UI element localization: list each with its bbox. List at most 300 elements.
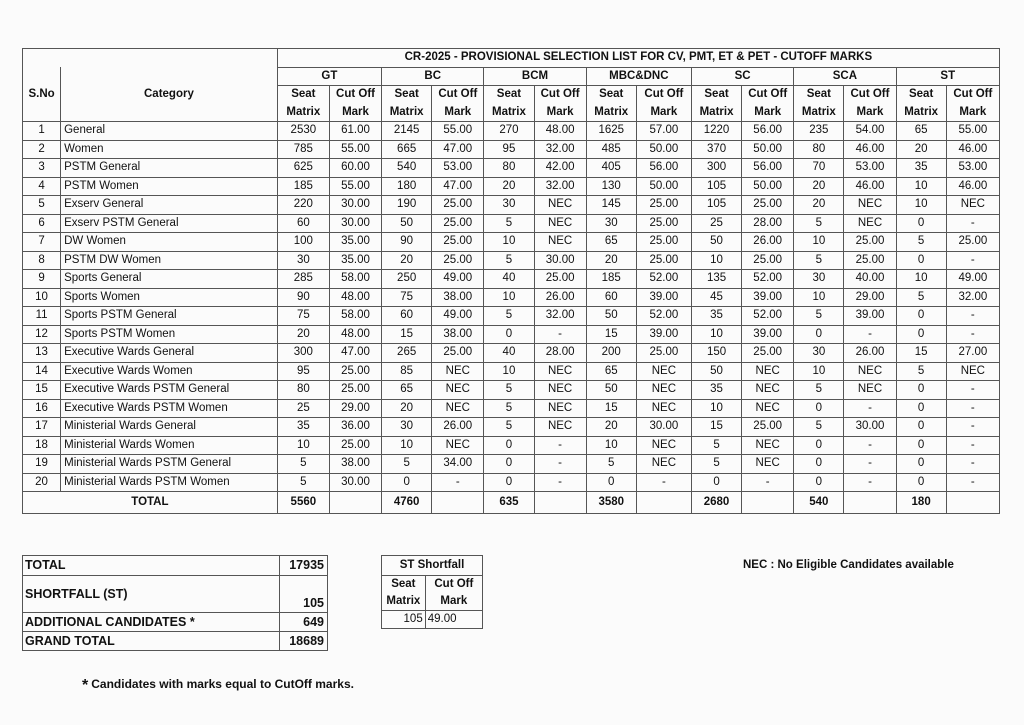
- cutoff-mark-cell: NEC: [534, 399, 586, 418]
- seat-matrix-cell: 20: [896, 140, 946, 159]
- summary-shortfall-label: SHORTFALL (ST): [23, 576, 280, 613]
- seat-matrix-cell: 15: [896, 344, 946, 363]
- cutoff-mark-cell: NEC: [534, 233, 586, 252]
- seat-matrix-cell: 50: [586, 381, 636, 400]
- table-row: [23, 140, 1000, 159]
- table-row: [23, 418, 1000, 437]
- cutoff-mark-cell: NEC: [742, 455, 794, 474]
- table-row: [23, 436, 1000, 455]
- seat-matrix-cell: 135: [691, 270, 741, 289]
- row-category: PSTM Women: [61, 177, 278, 196]
- table-row: [23, 159, 1000, 178]
- seat-header-bottom: Matrix: [484, 104, 534, 122]
- cutoff-mark-cell: -: [946, 455, 999, 474]
- cutoff-mark-cell: 25.00: [742, 344, 794, 363]
- seat-matrix-cell: 185: [277, 177, 329, 196]
- cutoff-mark-cell: NEC: [844, 196, 896, 215]
- cutoff-mark-cell: 55.00: [432, 122, 484, 141]
- seat-matrix-cell: 30: [382, 418, 432, 437]
- row-sno: 17: [23, 418, 61, 437]
- seat-matrix-cell: 0: [896, 381, 946, 400]
- cutoff-mark-cell: 55.00: [329, 177, 381, 196]
- seat-matrix-cell: 25: [277, 399, 329, 418]
- seat-matrix-cell: 540: [382, 159, 432, 178]
- seat-header-bottom: Matrix: [691, 104, 741, 122]
- cutoff-mark-cell: 25.00: [432, 251, 484, 270]
- st-seat-header-top: Seat: [382, 576, 426, 594]
- cutoff-mark-cell: 61.00: [329, 122, 381, 141]
- total-empty-cell: [844, 492, 896, 514]
- total-seat-cell: 3580: [586, 492, 636, 514]
- seat-matrix-cell: 145: [586, 196, 636, 215]
- seat-matrix-cell: 5: [794, 214, 844, 233]
- cutoff-mark-cell: 32.00: [534, 307, 586, 326]
- table-row: [23, 455, 1000, 474]
- cutoff-mark-cell: NEC: [742, 362, 794, 381]
- cutoff-mark-cell: -: [432, 473, 484, 492]
- cutoff-mark-cell: 47.00: [329, 344, 381, 363]
- cutoff-mark-cell: 52.00: [636, 270, 691, 289]
- cutoff-mark-cell: 52.00: [636, 307, 691, 326]
- cutoff-mark-cell: 56.00: [742, 122, 794, 141]
- cutoff-mark-cell: -: [844, 399, 896, 418]
- group-header: GT: [277, 67, 381, 86]
- nec-note: NEC : No Eligible Candidates available: [743, 559, 954, 571]
- seat-matrix-cell: 30: [484, 196, 534, 215]
- cutoff-mark-cell: 46.00: [844, 177, 896, 196]
- seat-matrix-cell: 235: [794, 122, 844, 141]
- cutoff-mark-cell: 25.00: [844, 251, 896, 270]
- footnote: [82, 677, 354, 695]
- seat-matrix-cell: 190: [382, 196, 432, 215]
- seat-matrix-cell: 10: [691, 251, 741, 270]
- row-category: Sports PSTM Women: [61, 325, 278, 344]
- seat-header-top: Seat: [794, 86, 844, 104]
- seat-header-bottom: Matrix: [277, 104, 329, 122]
- row-category: Sports Women: [61, 288, 278, 307]
- seat-matrix-cell: 20: [382, 251, 432, 270]
- row-category: DW Women: [61, 233, 278, 252]
- seat-matrix-cell: 20: [586, 251, 636, 270]
- seat-matrix-cell: 5: [382, 455, 432, 474]
- seat-matrix-cell: 65: [586, 233, 636, 252]
- seat-matrix-cell: 65: [586, 362, 636, 381]
- cutoff-mark-cell: NEC: [636, 362, 691, 381]
- seat-matrix-cell: 0: [691, 473, 741, 492]
- cutoff-mark-cell: 28.00: [742, 214, 794, 233]
- seat-matrix-cell: 1220: [691, 122, 741, 141]
- sno-header: S.No: [23, 67, 61, 122]
- cutoff-mark-cell: NEC: [636, 436, 691, 455]
- seat-matrix-cell: 35: [691, 381, 741, 400]
- seat-matrix-cell: 10: [277, 436, 329, 455]
- footnote-star: *: [82, 677, 89, 694]
- table-row: [23, 196, 1000, 215]
- cutoff-mark-cell: 40.00: [844, 270, 896, 289]
- cutoff-mark-cell: 30.00: [329, 214, 381, 233]
- cutoff-mark-cell: -: [946, 381, 999, 400]
- cutoff-mark-cell: 50.00: [742, 140, 794, 159]
- cutoff-mark-cell: NEC: [534, 381, 586, 400]
- seat-matrix-cell: 10: [691, 399, 741, 418]
- seat-matrix-cell: 5: [484, 399, 534, 418]
- cutoff-mark-cell: NEC: [432, 381, 484, 400]
- seat-matrix-cell: 20: [382, 399, 432, 418]
- seat-matrix-cell: 75: [382, 288, 432, 307]
- seat-matrix-cell: 0: [896, 455, 946, 474]
- seat-matrix-cell: 5: [794, 418, 844, 437]
- row-category: Sports PSTM General: [61, 307, 278, 326]
- cutoff-mark-cell: 39.00: [636, 288, 691, 307]
- cutoff-mark-cell: 39.00: [742, 288, 794, 307]
- seat-matrix-cell: 0: [794, 473, 844, 492]
- seat-matrix-cell: 40: [484, 344, 534, 363]
- seat-matrix-cell: 10: [896, 270, 946, 289]
- row-category: Ministerial Wards General: [61, 418, 278, 437]
- seat-matrix-cell: 30: [794, 344, 844, 363]
- cutoff-mark-cell: 46.00: [946, 140, 999, 159]
- row-sno: 4: [23, 177, 61, 196]
- table-row: [23, 233, 1000, 252]
- row-category: Executive Wards Women: [61, 362, 278, 381]
- cutoff-mark-cell: -: [534, 473, 586, 492]
- cutoff-mark-cell: -: [844, 473, 896, 492]
- seat-matrix-cell: 85: [382, 362, 432, 381]
- seat-header-bottom: Matrix: [586, 104, 636, 122]
- total-empty-cell: [742, 492, 794, 514]
- cutoff-header-bottom: Mark: [534, 104, 586, 122]
- table-row: [23, 214, 1000, 233]
- seat-matrix-cell: 5: [586, 455, 636, 474]
- seat-matrix-cell: 50: [382, 214, 432, 233]
- cutoff-mark-cell: -: [844, 455, 896, 474]
- seat-matrix-cell: 5: [794, 381, 844, 400]
- seat-matrix-cell: 15: [586, 325, 636, 344]
- row-category: Ministerial Wards Women: [61, 436, 278, 455]
- cutoff-mark-cell: 53.00: [946, 159, 999, 178]
- seat-matrix-cell: 30: [794, 270, 844, 289]
- seat-matrix-cell: 180: [382, 177, 432, 196]
- cutoff-mark-cell: 26.00: [534, 288, 586, 307]
- seat-matrix-cell: 10: [484, 362, 534, 381]
- seat-matrix-cell: 75: [277, 307, 329, 326]
- total-label: TOTAL: [23, 492, 278, 514]
- cutoff-mark-cell: 25.00: [946, 233, 999, 252]
- cutoff-mark-cell: -: [946, 307, 999, 326]
- seat-matrix-cell: 300: [691, 159, 741, 178]
- cutoff-mark-cell: 25.00: [742, 418, 794, 437]
- seat-matrix-cell: 15: [382, 325, 432, 344]
- row-category: Exserv PSTM General: [61, 214, 278, 233]
- cutoff-mark-cell: 46.00: [946, 177, 999, 196]
- seat-matrix-cell: 105: [691, 177, 741, 196]
- row-sno: 14: [23, 362, 61, 381]
- seat-matrix-cell: 300: [277, 344, 329, 363]
- seat-matrix-cell: 5: [794, 307, 844, 326]
- cutoff-mark-cell: -: [742, 473, 794, 492]
- category-header: Category: [61, 67, 278, 122]
- cutoff-mark-cell: 53.00: [844, 159, 896, 178]
- cutoff-mark-cell: 32.00: [534, 177, 586, 196]
- cutoff-mark-cell: 25.00: [329, 436, 381, 455]
- cutoff-mark-cell: -: [946, 418, 999, 437]
- seat-matrix-cell: 10: [794, 288, 844, 307]
- seat-matrix-cell: 2145: [382, 122, 432, 141]
- seat-matrix-cell: 15: [691, 418, 741, 437]
- cutoff-mark-cell: NEC: [432, 399, 484, 418]
- row-sno: 2: [23, 140, 61, 159]
- seat-matrix-cell: 285: [277, 270, 329, 289]
- cutoff-header-top: Cut Off: [432, 86, 484, 104]
- seat-matrix-cell: 20: [586, 418, 636, 437]
- cutoff-mark-cell: 54.00: [844, 122, 896, 141]
- cutoff-mark-cell: 56.00: [742, 159, 794, 178]
- summary-total-label: TOTAL: [23, 556, 280, 576]
- cutoff-mark-cell: 29.00: [844, 288, 896, 307]
- cutoff-mark-cell: 28.00: [534, 344, 586, 363]
- cutoff-mark-cell: 30.00: [636, 418, 691, 437]
- cutoff-header-top: Cut Off: [636, 86, 691, 104]
- seat-matrix-cell: 20: [484, 177, 534, 196]
- seat-matrix-cell: 150: [691, 344, 741, 363]
- seat-matrix-cell: 0: [896, 436, 946, 455]
- summary-grand-total-value: 18689: [280, 632, 328, 651]
- cutoff-mark-cell: 32.00: [946, 288, 999, 307]
- cutoff-mark-cell: 29.00: [329, 399, 381, 418]
- total-seat-cell: 4760: [382, 492, 432, 514]
- seat-matrix-cell: 200: [586, 344, 636, 363]
- seat-matrix-cell: 35: [277, 418, 329, 437]
- seat-matrix-cell: 0: [586, 473, 636, 492]
- seat-matrix-cell: 665: [382, 140, 432, 159]
- seat-matrix-cell: 10: [382, 436, 432, 455]
- seat-matrix-cell: 35: [691, 307, 741, 326]
- seat-matrix-cell: 80: [484, 159, 534, 178]
- cutoff-mark-cell: 25.00: [534, 270, 586, 289]
- cutoff-mark-cell: 50.00: [636, 177, 691, 196]
- row-sno: 3: [23, 159, 61, 178]
- cutoff-mark-cell: NEC: [636, 399, 691, 418]
- cutoff-mark-cell: 25.00: [432, 233, 484, 252]
- cutoff-mark-cell: -: [946, 436, 999, 455]
- seat-matrix-cell: 5: [484, 307, 534, 326]
- seat-matrix-cell: 0: [794, 436, 844, 455]
- seat-matrix-cell: 5: [691, 436, 741, 455]
- seat-matrix-cell: 20: [794, 196, 844, 215]
- seat-matrix-cell: 5: [896, 233, 946, 252]
- group-header: BC: [382, 67, 484, 86]
- row-sno: 11: [23, 307, 61, 326]
- cutoff-mark-cell: NEC: [534, 196, 586, 215]
- seat-matrix-cell: 185: [586, 270, 636, 289]
- row-sno: 15: [23, 381, 61, 400]
- seat-matrix-cell: 60: [586, 288, 636, 307]
- group-header: SCA: [794, 67, 896, 86]
- seat-matrix-cell: 35: [896, 159, 946, 178]
- seat-matrix-cell: 0: [896, 473, 946, 492]
- cutoff-mark-cell: 38.00: [329, 455, 381, 474]
- cutoff-mark-cell: 49.00: [432, 270, 484, 289]
- cutoff-mark-cell: 55.00: [946, 122, 999, 141]
- seat-matrix-cell: 70: [794, 159, 844, 178]
- cutoff-mark-cell: 25.00: [432, 214, 484, 233]
- cutoff-mark-cell: 30.00: [329, 196, 381, 215]
- cutoff-mark-cell: 60.00: [329, 159, 381, 178]
- cutoff-mark-cell: -: [534, 455, 586, 474]
- cutoff-mark-cell: 47.00: [432, 177, 484, 196]
- seat-matrix-cell: 65: [896, 122, 946, 141]
- total-seat-cell: 2680: [691, 492, 741, 514]
- cutoff-mark-cell: 52.00: [742, 270, 794, 289]
- seat-matrix-cell: 405: [586, 159, 636, 178]
- seat-matrix-cell: 0: [484, 455, 534, 474]
- cutoff-mark-cell: -: [946, 399, 999, 418]
- summary-shortfall-value: 105: [280, 576, 328, 613]
- st-cutoff-value: 49.00: [425, 611, 482, 629]
- cutoff-mark-cell: -: [946, 473, 999, 492]
- cutoff-mark-cell: 49.00: [432, 307, 484, 326]
- seat-matrix-cell: 105: [691, 196, 741, 215]
- cutoff-mark-cell: 39.00: [844, 307, 896, 326]
- st-shortfall-table: [381, 555, 483, 629]
- seat-matrix-cell: 0: [896, 325, 946, 344]
- seat-matrix-cell: 0: [484, 436, 534, 455]
- row-category: PSTM DW Women: [61, 251, 278, 270]
- seat-header-bottom: Matrix: [896, 104, 946, 122]
- row-sno: 13: [23, 344, 61, 363]
- seat-matrix-cell: 90: [277, 288, 329, 307]
- cutoff-mark-cell: 25.00: [329, 362, 381, 381]
- cutoff-mark-cell: NEC: [534, 418, 586, 437]
- cutoff-mark-cell: 58.00: [329, 270, 381, 289]
- seat-matrix-cell: 45: [691, 288, 741, 307]
- seat-matrix-cell: 1625: [586, 122, 636, 141]
- table-row: [23, 325, 1000, 344]
- seat-matrix-cell: 5: [484, 381, 534, 400]
- seat-matrix-cell: 40: [484, 270, 534, 289]
- cutoff-header-bottom: Mark: [742, 104, 794, 122]
- cutoff-mark-cell: -: [844, 325, 896, 344]
- cutoff-mark-cell: 47.00: [432, 140, 484, 159]
- total-empty-cell: [432, 492, 484, 514]
- cutoff-header-top: Cut Off: [329, 86, 381, 104]
- seat-matrix-cell: 10: [586, 436, 636, 455]
- cutoff-mark-cell: NEC: [742, 436, 794, 455]
- seat-matrix-cell: 0: [382, 473, 432, 492]
- row-category: Ministerial Wards PSTM Women: [61, 473, 278, 492]
- cutoff-mark-cell: 48.00: [329, 288, 381, 307]
- group-header: BCM: [484, 67, 586, 86]
- cutoff-mark-cell: NEC: [636, 455, 691, 474]
- seat-matrix-cell: 15: [586, 399, 636, 418]
- cutoff-mark-cell: 46.00: [844, 140, 896, 159]
- cutoff-header-bottom: Mark: [329, 104, 381, 122]
- row-sno: 20: [23, 473, 61, 492]
- cutoff-mark-cell: 27.00: [946, 344, 999, 363]
- seat-matrix-cell: 10: [691, 325, 741, 344]
- cutoff-mark-cell: 25.00: [432, 196, 484, 215]
- total-row: [23, 492, 1000, 514]
- cutoff-mark-cell: 30.00: [534, 251, 586, 270]
- cutoff-header-bottom: Mark: [946, 104, 999, 122]
- cutoff-mark-cell: -: [946, 214, 999, 233]
- group-header: ST: [896, 67, 999, 86]
- cutoff-mark-cell: 26.00: [432, 418, 484, 437]
- seat-matrix-cell: 50: [586, 307, 636, 326]
- cutoff-mark-cell: 38.00: [432, 288, 484, 307]
- cutoff-mark-cell: -: [636, 473, 691, 492]
- seat-matrix-cell: 0: [794, 325, 844, 344]
- seat-matrix-cell: 20: [277, 325, 329, 344]
- cutoff-mark-cell: 35.00: [329, 233, 381, 252]
- cutoff-header-top: Cut Off: [742, 86, 794, 104]
- total-empty-cell: [329, 492, 381, 514]
- seat-header-top: Seat: [691, 86, 741, 104]
- cutoff-mark-cell: 25.00: [636, 251, 691, 270]
- seat-matrix-cell: 0: [896, 307, 946, 326]
- cutoff-mark-cell: 25.00: [844, 233, 896, 252]
- cutoff-mark-cell: NEC: [844, 214, 896, 233]
- summary-grand-total-label: GRAND TOTAL: [23, 632, 280, 651]
- seat-header-top: Seat: [382, 86, 432, 104]
- seat-matrix-cell: 95: [484, 140, 534, 159]
- seat-matrix-cell: 0: [896, 214, 946, 233]
- seat-matrix-cell: 0: [794, 399, 844, 418]
- cutoff-mark-cell: 26.00: [742, 233, 794, 252]
- row-sno: 16: [23, 399, 61, 418]
- table-row: [23, 399, 1000, 418]
- summary-additional-value: 649: [280, 613, 328, 632]
- footnote-text: Candidates with marks equal to CutOff marks.: [91, 677, 354, 691]
- seat-header-bottom: Matrix: [382, 104, 432, 122]
- seat-matrix-cell: 90: [382, 233, 432, 252]
- cutoff-mark-cell: NEC: [534, 362, 586, 381]
- total-empty-cell: [946, 492, 999, 514]
- cutoff-mark-cell: 55.00: [329, 140, 381, 159]
- row-category: Sports General: [61, 270, 278, 289]
- cutoff-mark-cell: 25.00: [432, 344, 484, 363]
- cutoff-mark-cell: 58.00: [329, 307, 381, 326]
- cutoff-mark-cell: NEC: [636, 381, 691, 400]
- seat-matrix-cell: 5: [277, 455, 329, 474]
- seat-matrix-cell: 30: [586, 214, 636, 233]
- table-row: [23, 307, 1000, 326]
- seat-matrix-cell: 0: [896, 399, 946, 418]
- cutoff-mark-cell: 25.00: [742, 196, 794, 215]
- total-seat-cell: 540: [794, 492, 844, 514]
- cutoff-mark-cell: -: [946, 325, 999, 344]
- st-seat-header-bottom: Matrix: [382, 593, 426, 611]
- row-sno: 6: [23, 214, 61, 233]
- seat-matrix-cell: 5: [484, 214, 534, 233]
- seat-matrix-cell: 5: [484, 418, 534, 437]
- row-category: Women: [61, 140, 278, 159]
- seat-matrix-cell: 5: [484, 251, 534, 270]
- seat-header-top: Seat: [586, 86, 636, 104]
- table-row: [23, 288, 1000, 307]
- cutoff-mark-cell: 25.00: [636, 344, 691, 363]
- cutoff-mark-cell: NEC: [844, 381, 896, 400]
- summary-additional-label: ADDITIONAL CANDIDATES *: [23, 613, 280, 632]
- seat-header-bottom: Matrix: [794, 104, 844, 122]
- seat-matrix-cell: 60: [382, 307, 432, 326]
- table-title: CR-2025 - PROVISIONAL SELECTION LIST FOR CV, PMT, ET & PET - CUTOFF MARKS: [277, 49, 999, 68]
- cutoff-mark-cell: 26.00: [844, 344, 896, 363]
- row-sno: 8: [23, 251, 61, 270]
- cutoff-mark-cell: NEC: [946, 196, 999, 215]
- row-sno: 18: [23, 436, 61, 455]
- summary-total-value: 17935: [280, 556, 328, 576]
